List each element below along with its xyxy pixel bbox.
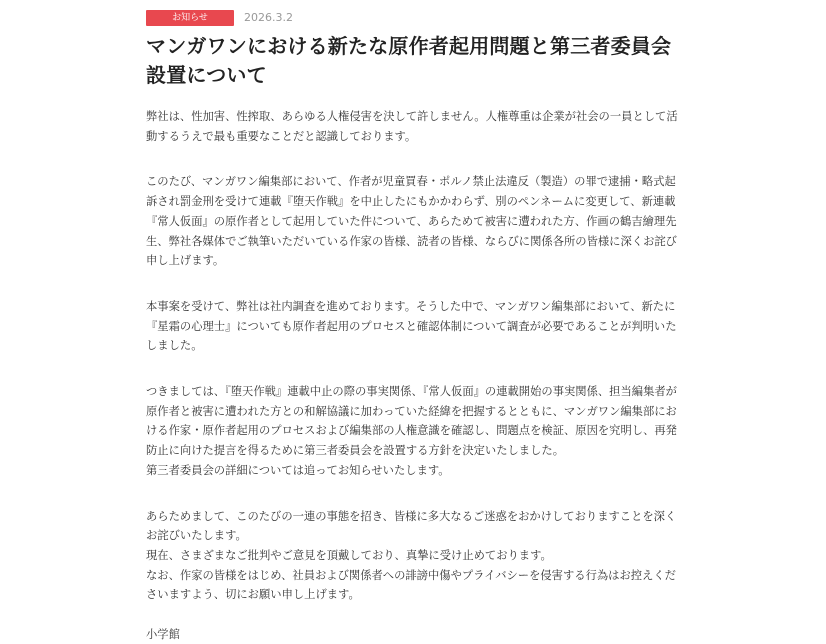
publish-date: 2026.3.2 bbox=[244, 11, 293, 24]
article-meta bbox=[146, 10, 682, 26]
category-badge[interactable]: お知らせ bbox=[146, 10, 234, 26]
paragraph-3: 本事案を受けて、弊社は社内調査を進めております。そうした中で、マンガワン編集部において、新たに『星霜の心理士』についても原作者起用のプロセスと確認体制について調査が必要であることが判明いたしました。 bbox=[146, 299, 677, 353]
paragraph-4: つきましては、『堕天作戦』連載中止の際の事実関係、『常人仮面』の連載開始の事実関係、担当編集者が原作者と被害に遭われた方との和解協議に加わっていた経緯を把握するとともに、マンガワン編集部における作家・原作者起用のプロセスおよび編集部の人権意識を確認し、問題点を検証、原因を究明し、再発防止に向けた提言を得るために第三者委員会を設置する方針を決定いたしました。 第三者委員会の詳細については追ってお知らせいたします。 bbox=[146, 385, 677, 477]
article-title: マンガワンにおける新たな原作者起用問題と第三者委員会設置について bbox=[146, 34, 672, 87]
signature: 小学館 bbox=[146, 628, 180, 642]
article bbox=[146, 10, 682, 644]
article-body bbox=[146, 107, 682, 605]
paragraph-2: このたび、マンガワン編集部において、作者が児童買春・ポルノ禁止法違反（製造）の罪で逮捕・略式起訴され罰金刑を受けて連載『堕天作戦』を中止したにもかかわらず、別のペンネームに変更して、新連載『常人仮面』の原作者として起用していた件について、あらためて被害に遭われた方、作画の鶴吉繪理先生、弊社各媒体でご執筆いただいている作家の皆様、読者の皆様、ならびに関係各所の皆様に深くお詫び申し上げます。 bbox=[146, 175, 677, 268]
paragraph-1: 弊社は、性加害、性搾取、あらゆる人権侵害を決して許しません。人権尊重は企業が社会の一員として活動するうえで最も重要なことだと認識しております。 bbox=[146, 110, 678, 143]
paragraph-5: あらためまして、このたびの一連の事態を招き、皆様に多大なるご迷惑をおかけしておりますことを深くお詫びいたします。 現在、さまざまなご批判やご意見を頂戴しており、真摯に受け止めております。 なお、作家の皆様をはじめ、社員および関係者への誹謗中傷やプライバシーを侵害する行為はお控えくださいますよう、切にお願い申し上げます。 bbox=[146, 509, 677, 602]
